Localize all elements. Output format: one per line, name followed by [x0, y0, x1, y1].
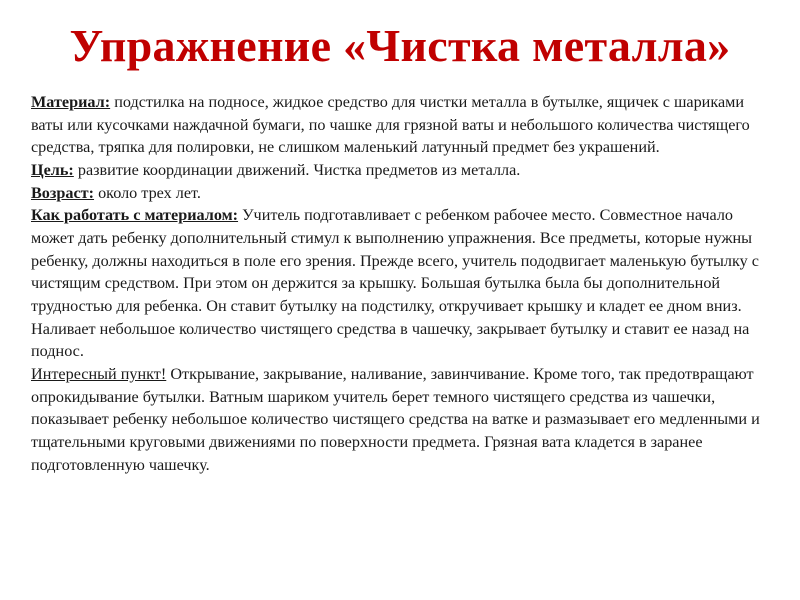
material-text: подстилка на подносе, жидкое средство для чистки металла в бутылке, ящичек с шариками ваты или кусочками наждачной бумаги, по чашке для грязной ваты и небольшого количества чистящего средства, тряпка для полировки, не слишком маленький латунный предмет без украшений. [31, 93, 750, 157]
goal-text: развитие координации движений. Чистка предметов из металла. [73, 160, 521, 179]
goal-label: Цель: [31, 160, 74, 179]
interesting-point-text: Открывание, закрывание, наливание, завинчивание. Кроме того, так предотвращают опрокидывание бутылки. Ватным шариком учитель берет темного чистящего средства из чашечки, показывает ребенку небольшое количество чистящего средства на ватке и размазывает его медленными и тщательными круговыми движениями по поверхности предмета. Грязная вата кладется в заранее подготовленную чашечку. [31, 364, 760, 474]
material-paragraph [31, 91, 776, 159]
interesting-point-label: Интересный пункт! [31, 364, 167, 383]
material-label: Материал: [31, 93, 111, 111]
how-to-work-paragraph [31, 204, 776, 363]
interesting-point-paragraph [31, 363, 776, 476]
slide-title: Упражнение «Чистка металла» [69, 20, 731, 71]
how-to-work-label: Как работать с материалом: [31, 206, 239, 225]
goal-paragraph [31, 159, 776, 182]
exercise-description [31, 91, 776, 476]
age-paragraph [31, 182, 776, 205]
age-text: около трех лет. [94, 183, 201, 202]
age-label: Возраст: [31, 183, 95, 202]
how-to-work-text: Учитель подготавливает с ребенком рабочее место. Совместное начало может дать ребенку дополнительный стимул к выполнению упражнения. Все предметы, которые нужны ребенку, должны находиться в поле его зрения. Прежде всего, учитель пододвигает маленькую бутылку с чистящим средством. При этом он держится за крышку. Большая бутылка была бы дополнительной трудностью для ребенка. Он ставит бутылку на подстилку, откручивает крышку и кладет ее дном вниз. Наливает небольшое количество чистящего средства в чашечку, закрывает бутылку и ставит ее назад на поднос. [31, 206, 759, 361]
